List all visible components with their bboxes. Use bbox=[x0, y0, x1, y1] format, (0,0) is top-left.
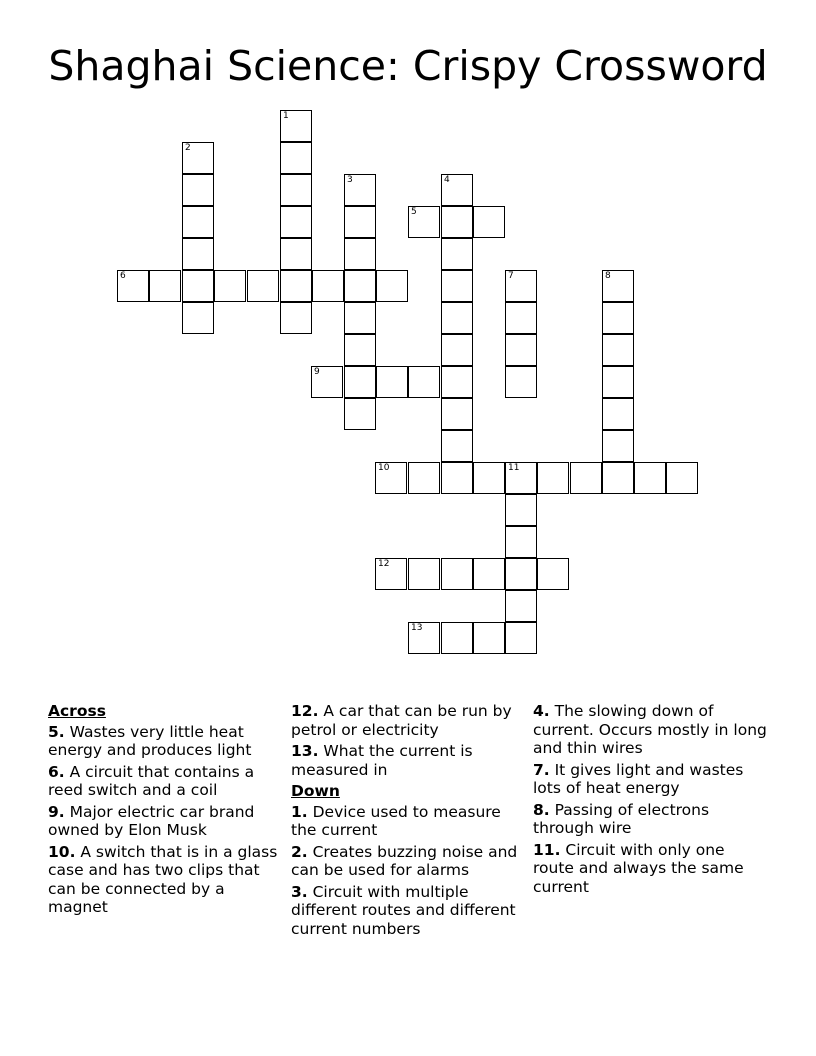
grid-cell[interactable] bbox=[344, 302, 376, 334]
grid-cell[interactable] bbox=[280, 302, 312, 334]
clue-item-number: 9. bbox=[48, 802, 65, 821]
grid-cell[interactable] bbox=[344, 206, 376, 238]
clue-number: 6 bbox=[120, 271, 126, 281]
across-header: Across bbox=[48, 702, 106, 720]
clue-number: 8 bbox=[605, 271, 611, 281]
clue-number: 1 bbox=[283, 111, 289, 121]
grid-cell[interactable] bbox=[375, 558, 407, 590]
grid-cell[interactable] bbox=[602, 334, 634, 366]
grid-cell[interactable] bbox=[441, 238, 473, 270]
clue-item bbox=[291, 883, 527, 939]
clue-item-number: 12. bbox=[291, 702, 319, 720]
grid-cell[interactable] bbox=[441, 206, 473, 238]
grid-cell[interactable] bbox=[441, 334, 473, 366]
clues-column-1 bbox=[48, 702, 284, 920]
down-clue-list-continued bbox=[533, 702, 769, 896]
grid-cell[interactable] bbox=[441, 430, 473, 462]
clue-item-text: What the current is measured in bbox=[291, 742, 473, 779]
grid-cell[interactable] bbox=[473, 622, 505, 654]
clue-item-number: 7. bbox=[533, 760, 550, 779]
grid-cell[interactable] bbox=[344, 238, 376, 270]
clue-item-number: 11. bbox=[533, 840, 561, 859]
grid-cell[interactable] bbox=[344, 174, 376, 206]
clue-item-number: 3. bbox=[291, 882, 308, 901]
grid-cell[interactable] bbox=[505, 334, 537, 366]
clue-item-text: A circuit that contains a reed switch and a coil bbox=[48, 762, 255, 799]
grid-cell[interactable] bbox=[441, 270, 473, 302]
grid-cell[interactable] bbox=[505, 526, 537, 558]
grid-cell[interactable] bbox=[408, 558, 440, 590]
grid-cell[interactable] bbox=[505, 270, 537, 302]
grid-cell[interactable] bbox=[312, 270, 344, 302]
grid-cell[interactable] bbox=[280, 142, 312, 174]
clue-item-number: 10. bbox=[48, 842, 76, 861]
grid-cell[interactable] bbox=[182, 238, 214, 270]
grid-cell[interactable] bbox=[666, 462, 698, 494]
clue-item-number: 6. bbox=[48, 762, 65, 781]
clues-column-2 bbox=[291, 702, 527, 941]
grid-cell[interactable] bbox=[408, 206, 440, 238]
grid-cell[interactable] bbox=[441, 622, 473, 654]
grid-cell[interactable] bbox=[441, 174, 473, 206]
grid-cell[interactable] bbox=[505, 302, 537, 334]
clue-item-number: 2. bbox=[291, 842, 308, 861]
clue-item-number: 13. bbox=[291, 742, 319, 760]
grid-cell[interactable] bbox=[441, 366, 473, 398]
grid-cell[interactable] bbox=[280, 110, 312, 142]
grid-cell[interactable] bbox=[182, 206, 214, 238]
grid-cell[interactable] bbox=[441, 462, 473, 494]
grid-cell[interactable] bbox=[441, 302, 473, 334]
clues-column-3 bbox=[533, 702, 769, 899]
grid-cell[interactable] bbox=[344, 398, 376, 430]
grid-cell[interactable] bbox=[182, 142, 214, 174]
clue-number: 3 bbox=[347, 175, 353, 185]
clue-item-text: Wastes very little heat energy and produces light bbox=[48, 722, 252, 759]
clue-item bbox=[291, 702, 527, 739]
grid-cell[interactable] bbox=[182, 270, 214, 302]
across-clue-list-continued bbox=[291, 702, 527, 779]
clue-number: 2 bbox=[185, 143, 191, 153]
grid-cell[interactable] bbox=[473, 462, 505, 494]
clue-item bbox=[533, 801, 769, 838]
grid-cell[interactable] bbox=[311, 366, 343, 398]
grid-cell[interactable] bbox=[408, 622, 440, 654]
clue-number: 13 bbox=[411, 623, 423, 633]
grid-cell[interactable] bbox=[376, 366, 408, 398]
grid-cell[interactable] bbox=[602, 398, 634, 430]
clue-item-text: Creates buzzing noise and can be used for alarms bbox=[291, 842, 518, 879]
grid-cell[interactable] bbox=[149, 270, 181, 302]
grid-cell[interactable] bbox=[505, 558, 537, 590]
clue-item-text: The slowing down of current. Occurs mostly in long and thin wires bbox=[533, 702, 767, 757]
down-header: Down bbox=[291, 782, 340, 800]
grid-cell[interactable] bbox=[505, 366, 537, 398]
clue-item-text: Circuit with only one route and always the same current bbox=[533, 840, 744, 896]
clue-item-text: A switch that is in a glass case and has two clips that can be connected by a magnet bbox=[48, 842, 278, 916]
clue-item-text: Passing of electrons through wire bbox=[533, 800, 710, 837]
clue-item bbox=[291, 803, 527, 840]
across-clue-list bbox=[48, 723, 284, 917]
grid-cell[interactable] bbox=[473, 558, 505, 590]
grid-cell[interactable] bbox=[376, 270, 408, 302]
clue-item-number: 1. bbox=[291, 802, 308, 821]
clue-number: 9 bbox=[314, 367, 320, 377]
clue-item bbox=[48, 843, 284, 917]
down-clue-list bbox=[291, 803, 527, 939]
clue-item-text: Circuit with multiple different routes and different current numbers bbox=[291, 882, 516, 938]
grid-cell[interactable] bbox=[280, 206, 312, 238]
grid-cell[interactable] bbox=[280, 174, 312, 206]
grid-cell[interactable] bbox=[408, 366, 440, 398]
grid-cell[interactable] bbox=[441, 558, 473, 590]
grid-cell[interactable] bbox=[537, 558, 569, 590]
grid-cell[interactable] bbox=[602, 270, 634, 302]
clue-item bbox=[533, 761, 769, 798]
clue-number: 10 bbox=[378, 463, 390, 473]
clue-number: 12 bbox=[378, 559, 390, 569]
grid-cell[interactable] bbox=[602, 462, 634, 494]
clue-item-text: A car that can be run by petrol or electricity bbox=[291, 702, 512, 739]
grid-cell[interactable] bbox=[280, 270, 312, 302]
grid-cell[interactable] bbox=[344, 334, 376, 366]
grid-cell[interactable] bbox=[473, 206, 505, 238]
grid-cell[interactable] bbox=[570, 462, 602, 494]
grid-cell[interactable] bbox=[505, 590, 537, 622]
clue-item bbox=[533, 841, 769, 897]
clue-item-number: 4. bbox=[533, 702, 550, 720]
clue-number: 11 bbox=[508, 463, 520, 473]
grid-cell[interactable] bbox=[505, 494, 537, 526]
grid-cell[interactable] bbox=[505, 462, 537, 494]
grid-cell[interactable] bbox=[505, 622, 537, 654]
clue-item-text: It gives light and wastes lots of heat energy bbox=[533, 760, 744, 797]
grid-cell[interactable] bbox=[602, 302, 634, 334]
clue-item bbox=[533, 702, 769, 758]
clue-number: 7 bbox=[508, 271, 514, 281]
page-title: Shaghai Science: Crispy Crossword bbox=[48, 42, 768, 90]
clue-item-text: Device used to measure the current bbox=[291, 802, 501, 839]
grid-cell[interactable] bbox=[602, 366, 634, 398]
clue-item bbox=[291, 742, 527, 779]
clue-item-number: 8. bbox=[533, 800, 550, 819]
grid-cell[interactable] bbox=[602, 430, 634, 462]
grid-cell[interactable] bbox=[375, 462, 407, 494]
grid-cell[interactable] bbox=[344, 366, 376, 398]
grid-cell[interactable] bbox=[441, 398, 473, 430]
clue-item bbox=[48, 723, 284, 760]
grid-cell[interactable] bbox=[280, 238, 312, 270]
grid-cell[interactable] bbox=[117, 270, 149, 302]
grid-cell[interactable] bbox=[182, 302, 214, 334]
clue-item bbox=[291, 843, 527, 880]
clue-item bbox=[48, 803, 284, 840]
grid-cell[interactable] bbox=[247, 270, 279, 302]
clue-item bbox=[48, 763, 284, 800]
clue-item-number: 5. bbox=[48, 722, 65, 741]
grid-cell[interactable] bbox=[214, 270, 246, 302]
clue-item-text: Major electric car brand owned by Elon Musk bbox=[48, 802, 255, 839]
clue-number: 4 bbox=[444, 175, 450, 185]
grid-cell[interactable] bbox=[634, 462, 666, 494]
grid-cell[interactable] bbox=[344, 270, 376, 302]
clue-number: 5 bbox=[411, 207, 417, 217]
grid-cell[interactable] bbox=[408, 462, 440, 494]
grid-cell[interactable] bbox=[537, 462, 569, 494]
grid-cell[interactable] bbox=[182, 174, 214, 206]
